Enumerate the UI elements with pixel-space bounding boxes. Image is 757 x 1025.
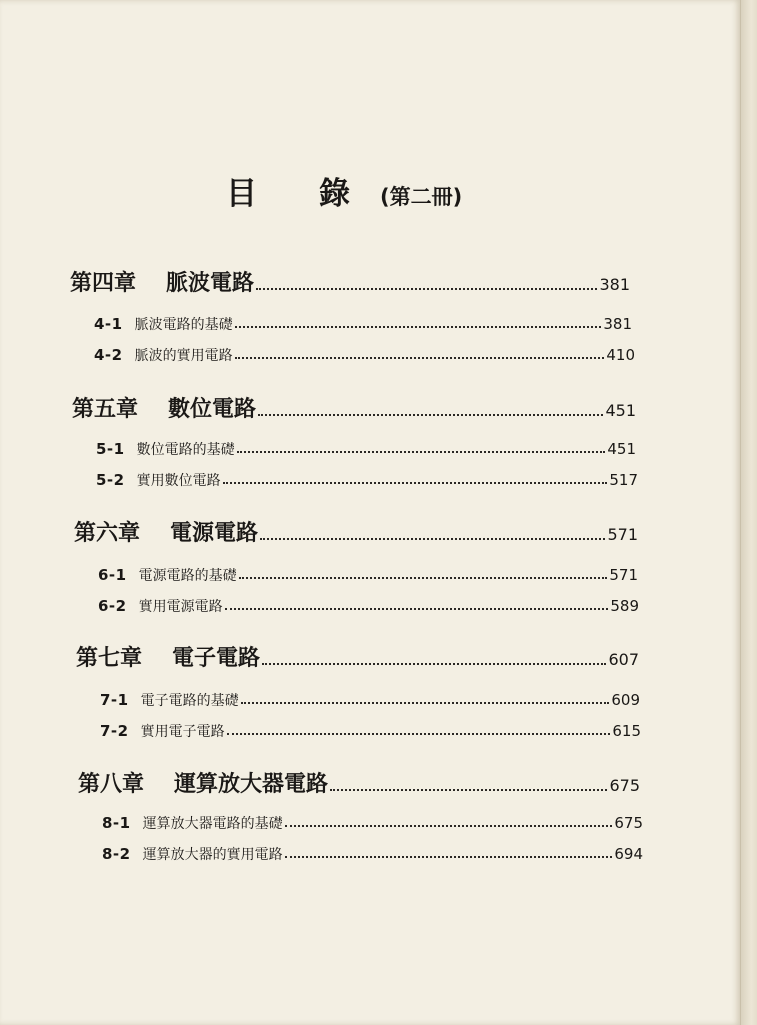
section-title: 實用電子電路 bbox=[140, 724, 225, 740]
page-number: 615 bbox=[612, 722, 641, 740]
section-number: 7-2 bbox=[100, 722, 129, 740]
chapter-entry bbox=[76, 641, 639, 672]
leader-dots bbox=[330, 789, 607, 791]
section-title: 運算放大器的實用電路 bbox=[142, 847, 283, 863]
chapter-label: 第五章 bbox=[72, 397, 139, 422]
page-number: 381 bbox=[603, 315, 632, 333]
chapter-title: 電子電路 bbox=[172, 646, 261, 671]
volume-label: (第二冊) bbox=[380, 185, 463, 209]
section-title: 電子電路的基礎 bbox=[140, 693, 239, 709]
page-number: 589 bbox=[610, 597, 639, 615]
section-number: 7-1 bbox=[100, 691, 129, 709]
section-number: 6-2 bbox=[98, 597, 127, 615]
section-number: 6-1 bbox=[98, 566, 127, 584]
page-number: 381 bbox=[599, 275, 630, 294]
page-number: 607 bbox=[608, 650, 639, 669]
chapter-entry bbox=[74, 516, 638, 547]
page-number: 609 bbox=[611, 691, 640, 709]
section-entry bbox=[102, 844, 643, 864]
section-entry bbox=[100, 690, 640, 710]
leader-dots bbox=[260, 538, 605, 540]
section-title: 數位電路的基礎 bbox=[136, 442, 235, 458]
section-title: 電源電路的基礎 bbox=[138, 568, 237, 584]
chapter-title: 數位電路 bbox=[168, 397, 257, 422]
chapter-title: 運算放大器電路 bbox=[174, 772, 329, 797]
page-number: 451 bbox=[605, 401, 636, 420]
section-number: 8-1 bbox=[102, 814, 131, 832]
section-entry bbox=[96, 470, 638, 490]
section-entry bbox=[100, 721, 641, 741]
section-title: 脈波的實用電路 bbox=[134, 348, 233, 364]
leader-dots bbox=[256, 288, 597, 290]
page-number: 675 bbox=[614, 814, 643, 832]
leader-dots bbox=[285, 825, 613, 827]
section-number: 5-2 bbox=[96, 471, 125, 489]
chapter-entry bbox=[70, 266, 630, 297]
title-char-1: 目 bbox=[226, 176, 257, 212]
title-char-2: 錄 bbox=[319, 176, 350, 212]
chapter-label: 第六章 bbox=[74, 521, 141, 546]
section-title: 實用數位電路 bbox=[136, 473, 221, 489]
section-number: 8-2 bbox=[102, 845, 131, 863]
leader-dots bbox=[237, 451, 606, 453]
section-entry bbox=[98, 565, 638, 585]
page-edge bbox=[740, 0, 757, 1025]
leader-dots bbox=[235, 326, 602, 328]
section-entry bbox=[96, 439, 636, 459]
chapter-label: 第七章 bbox=[76, 646, 143, 671]
leader-dots bbox=[239, 577, 608, 579]
page-number: 675 bbox=[609, 776, 640, 795]
section-entry bbox=[94, 345, 635, 365]
chapter-entry bbox=[72, 392, 636, 423]
section-title: 實用電源電路 bbox=[138, 599, 223, 615]
leader-dots bbox=[225, 608, 609, 610]
chapter-title: 電源電路 bbox=[170, 521, 259, 546]
section-title: 脈波電路的基礎 bbox=[134, 317, 233, 333]
leader-dots bbox=[285, 856, 613, 858]
section-entry bbox=[94, 314, 632, 334]
page-number: 571 bbox=[609, 566, 638, 584]
page-number: 410 bbox=[606, 346, 635, 364]
page-number: 451 bbox=[607, 440, 636, 458]
section-title: 運算放大器電路的基礎 bbox=[142, 816, 283, 832]
leader-dots bbox=[227, 733, 611, 735]
section-number: 4-1 bbox=[94, 315, 123, 333]
page-number: 517 bbox=[609, 471, 638, 489]
leader-dots bbox=[262, 663, 606, 665]
section-number: 4-2 bbox=[94, 346, 123, 364]
chapter-title: 脈波電路 bbox=[166, 271, 255, 296]
leader-dots bbox=[223, 482, 608, 484]
section-entry bbox=[102, 813, 643, 833]
chapter-label: 第四章 bbox=[70, 271, 137, 296]
page-number: 571 bbox=[607, 525, 638, 544]
chapter-entry bbox=[78, 767, 640, 798]
leader-dots bbox=[235, 357, 605, 359]
page-number: 694 bbox=[614, 845, 643, 863]
chapter-label: 第八章 bbox=[78, 772, 145, 797]
section-entry bbox=[98, 596, 639, 616]
leader-dots bbox=[258, 414, 603, 416]
leader-dots bbox=[241, 702, 610, 704]
section-number: 5-1 bbox=[96, 440, 125, 458]
